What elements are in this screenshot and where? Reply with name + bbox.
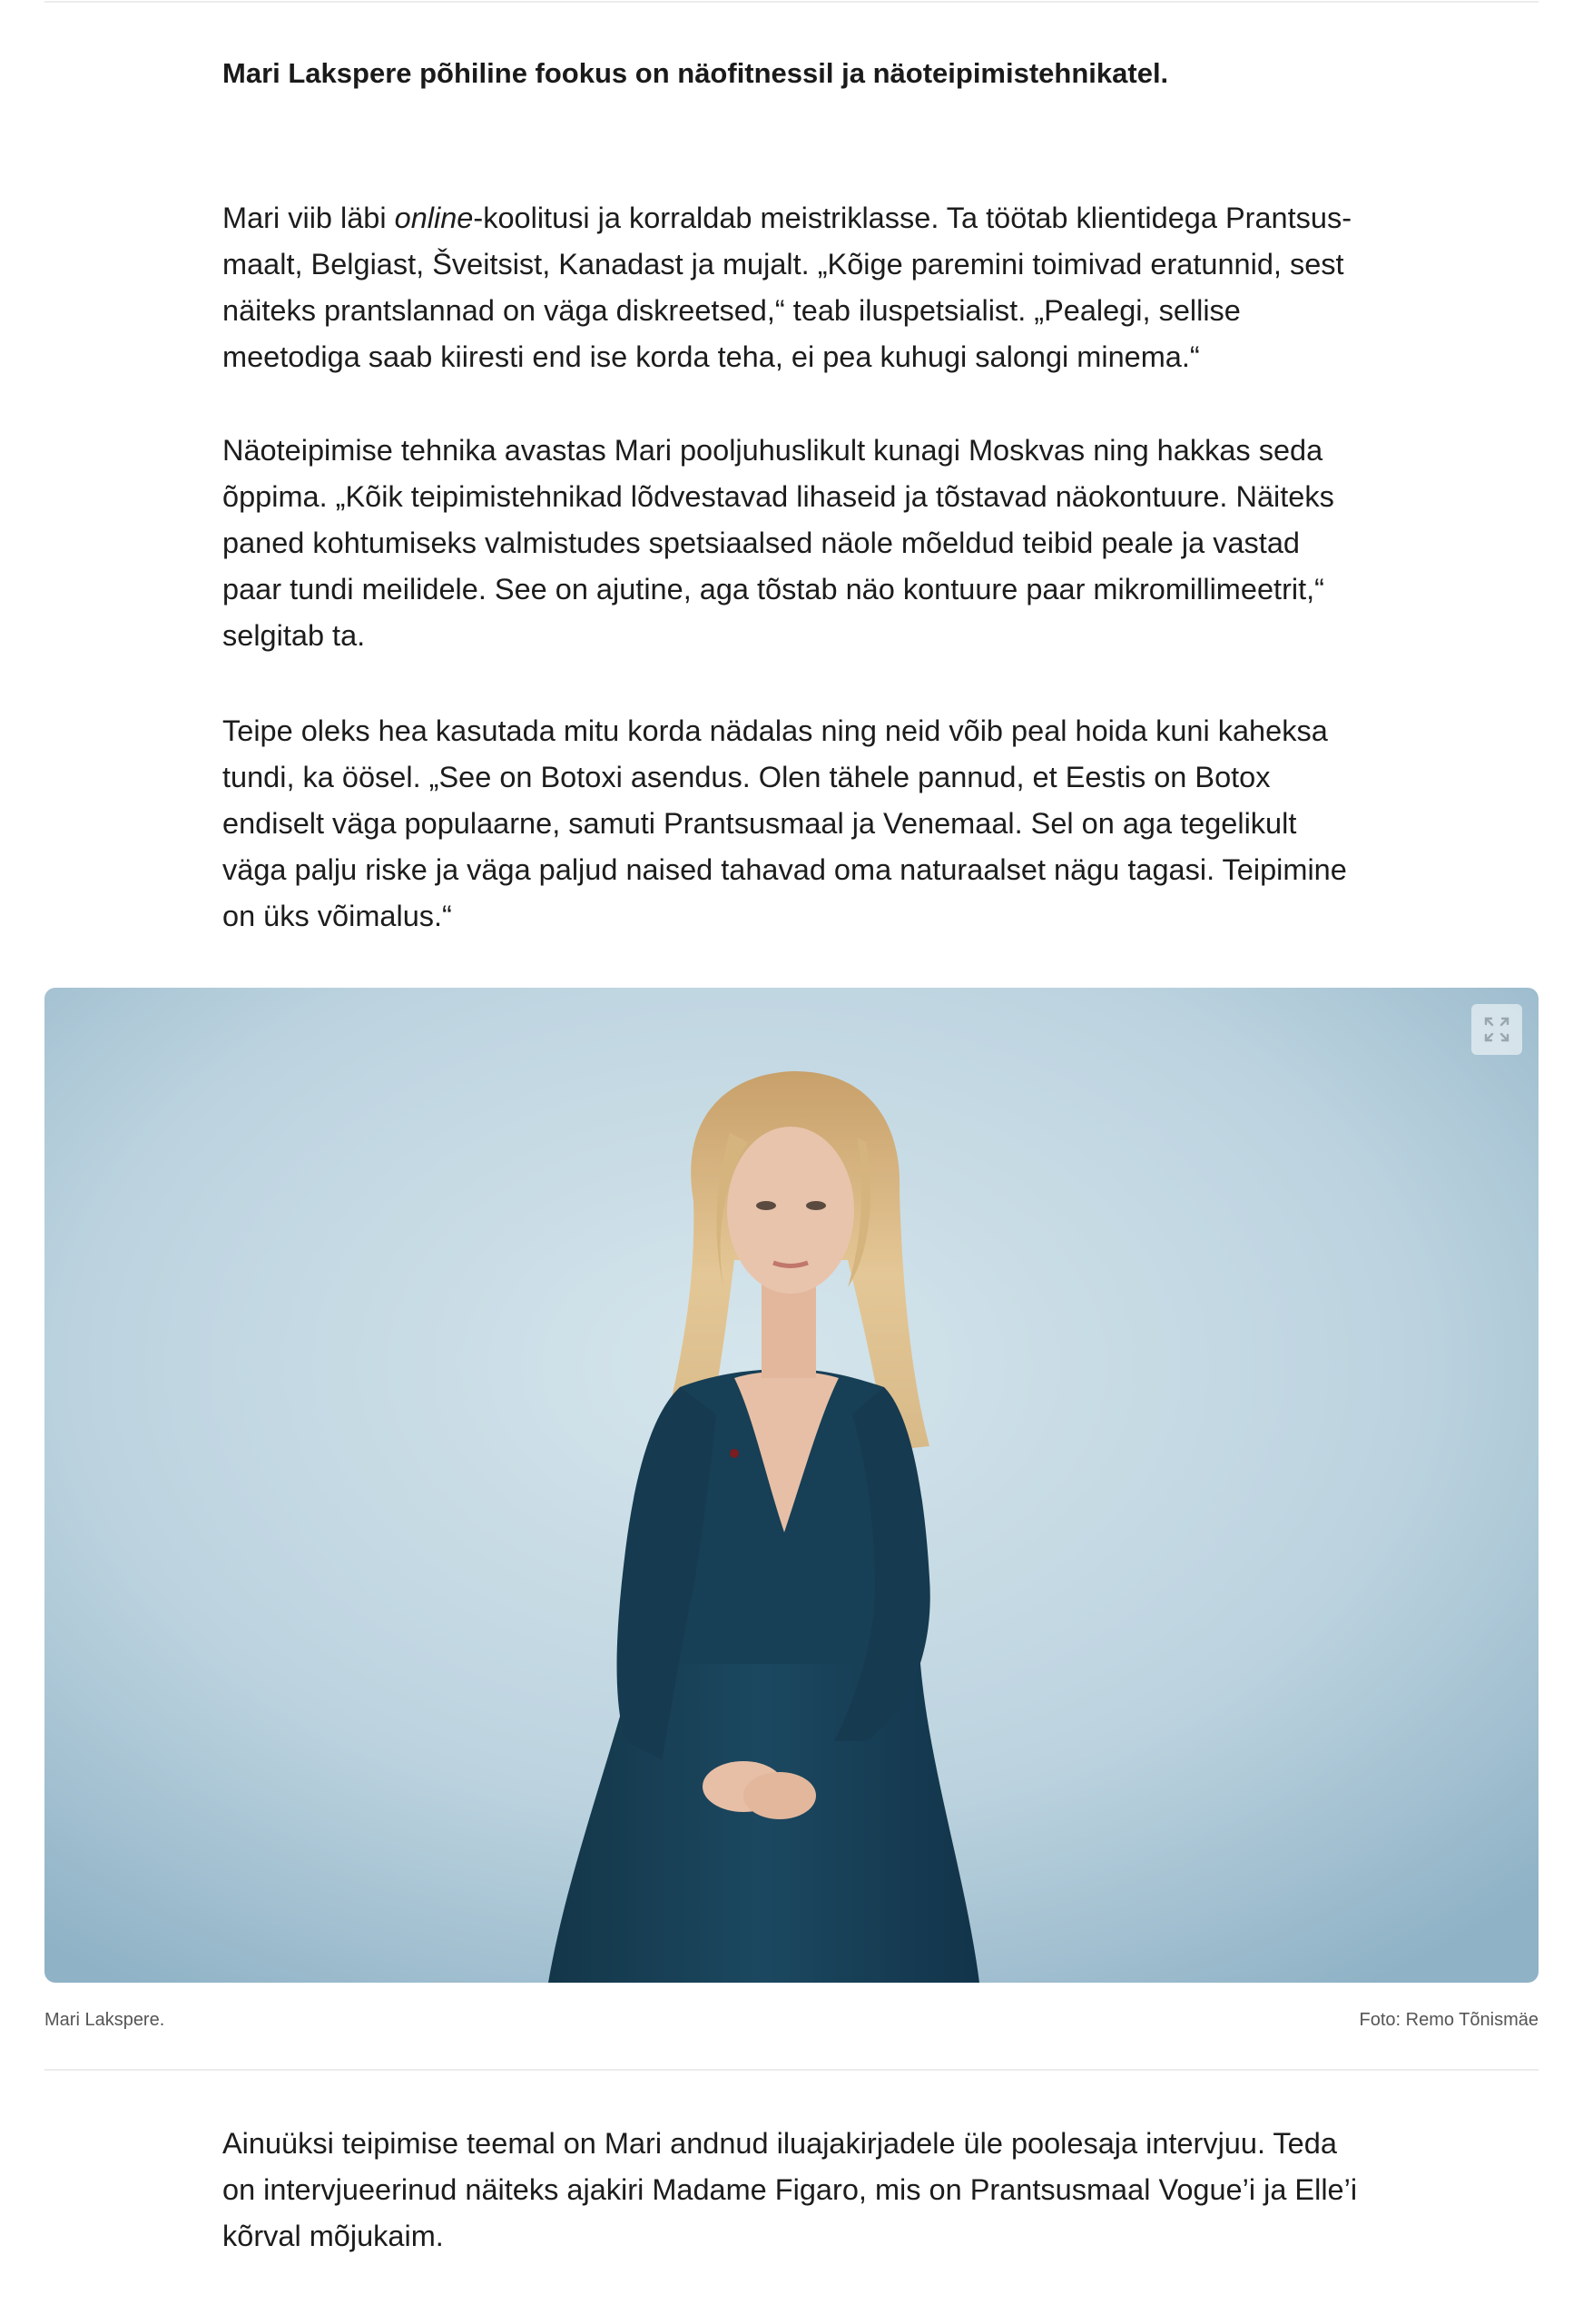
article-lead: Mari Lakspere põhiline fookus on näofitnessil ja näoteipimistehnikatel. [222,57,1169,89]
caption-divider [44,2069,1539,2071]
article-paragraph-1 [222,195,1366,380]
article-photo[interactable] [44,988,1539,1983]
expand-icon [1480,1013,1513,1046]
article-paragraph-4: Ainuüksi teipimise teemal on Mari andnud iluajakirjadele üle poolesaja intervjuu. Teda on intervjueerinud näiteks ajakiri Madame Figaro, mis on Prantsusmaal Vogue’i ja Elle’i kõrval mõjukaim. [222,2127,1358,2252]
article-paragraph-2: Näoteipimise tehnika avastas Mari pooljuhuslikult kunagi Moskvas ning hakkas seda õppima. „Kõik teipimistehnikad lõdvestavad lihaseid ja tõstavad näokontuure. Näiteks paned kohtumiseks valmistudes spetsiaalsed näole mõeldud teibid peale ja vastad paar tundi meilidele. See on ajutine, aga tõstab näo kontuure paar mikromillimeetrit,“ selgitab ta. [222,434,1334,652]
portrait-photo [44,988,1539,1983]
paragraph-1-text-rest: -koolitusi ja korraldab meistriklasse. Ta töötab klientidega Prantsusmaalt, Belgiast, Šveitsist, Kanadast ja mujalt. „Kõige paremini toimivad eratunnid, sest näiteks prantslannad on väga diskreetsed,“ teab iluspetsialist. „Pealegi, sellise meetodiga saab kiiresti end ise korda teha, ei pea kuhugi salongi minema.“ [222,202,1352,373]
top-divider [44,1,1539,3]
expand-image-button[interactable] [1471,1004,1522,1055]
article-paragraph-3: Teipe oleks hea kasutada mitu korda nädalas ning neid võib peal hoida kuni kaheksa tundi, ka öösel. „See on Botoxi asendus. Olen tähele pannud, et Eestis on Botox endiselt väga populaarne, samuti Prantsusmaal ja Venemaal. Sel on aga tegelikult väga palju riske ja väga paljud naised tahavad oma naturaalset nägu tagasi. Teipimine on üks võimalus.“ [222,714,1347,932]
photo-caption: Mari Lakspere. [44,2010,165,2030]
paragraph-1-text-start: Mari viib läbi [222,202,395,234]
paragraph-1-emphasis: online [394,202,474,234]
photo-credit: Foto: Remo Tõnismäe [1359,2010,1539,2030]
